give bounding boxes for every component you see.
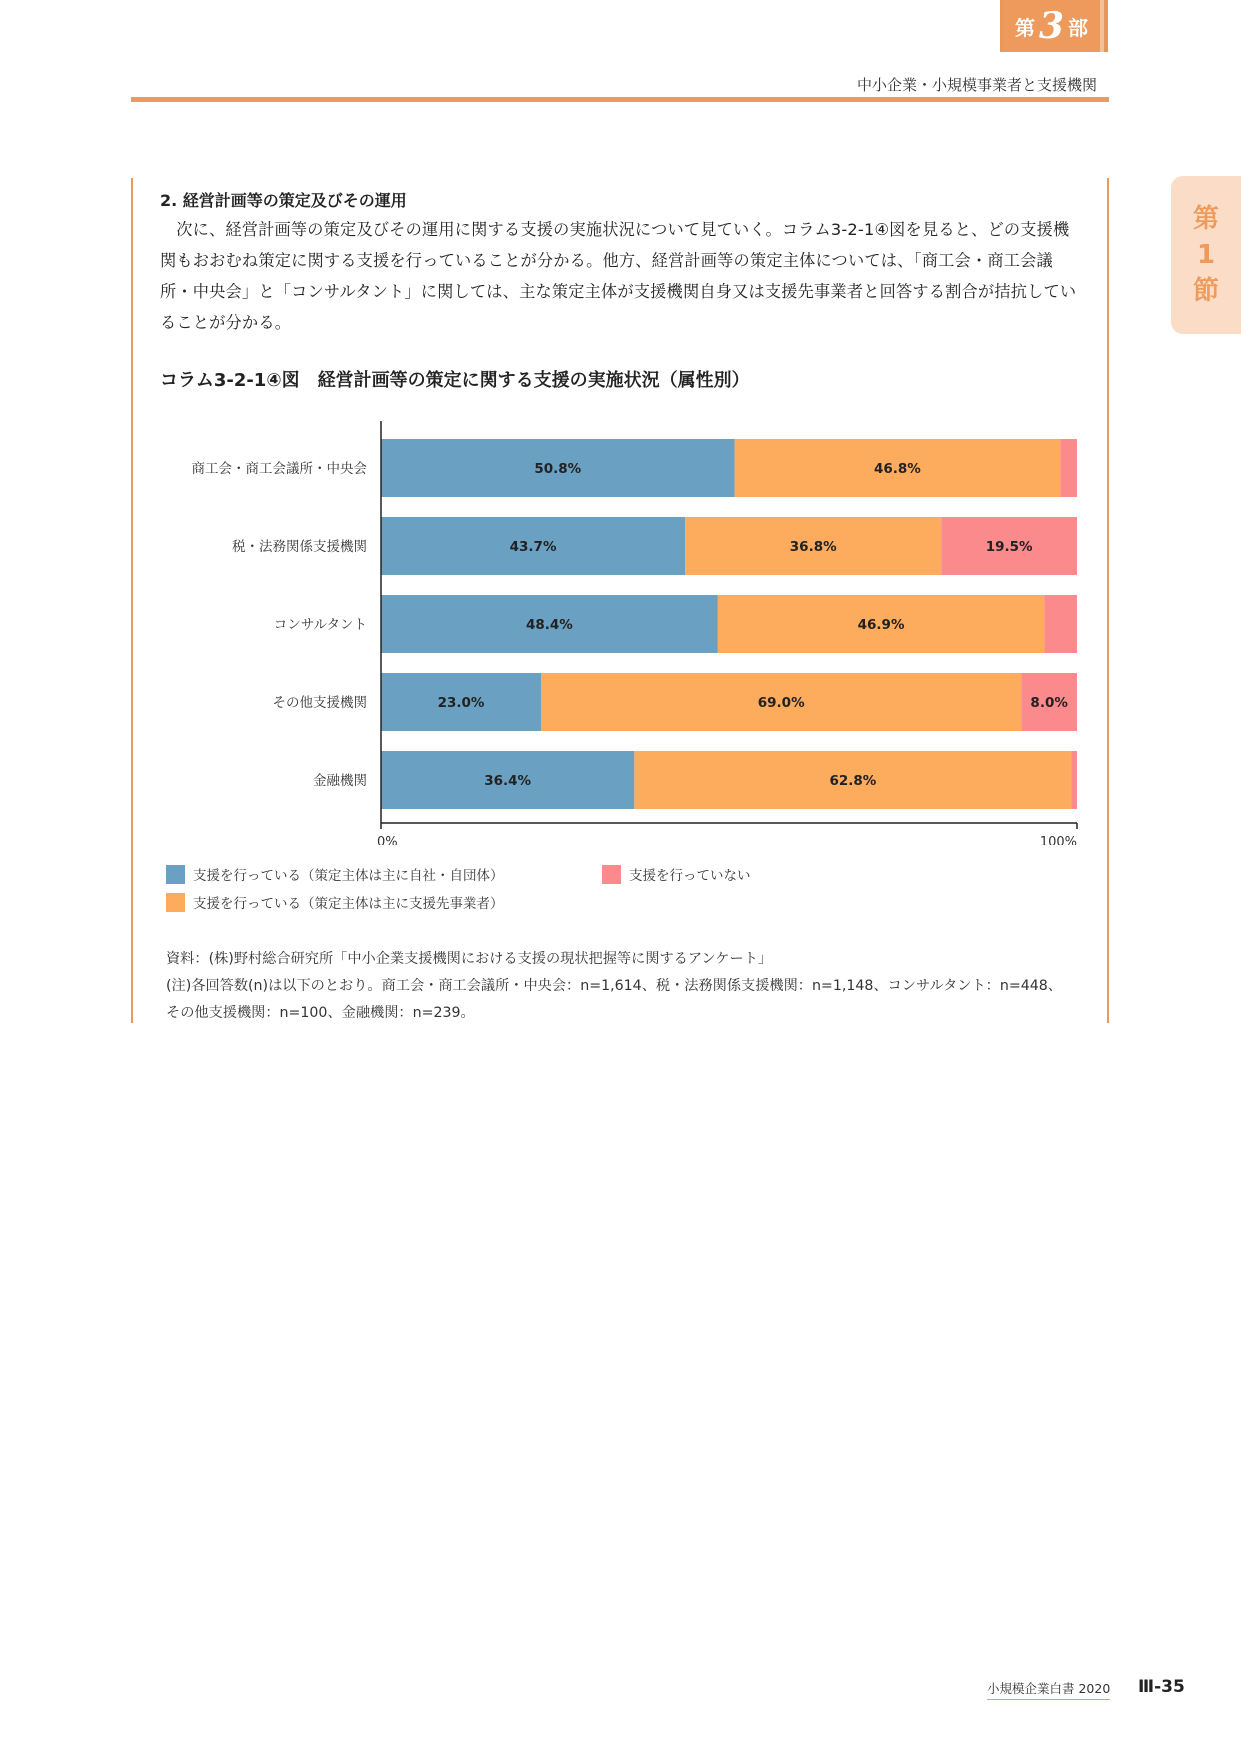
data-label: 36.4% [484, 773, 532, 789]
bar-segment-s3 [1044, 595, 1077, 653]
data-label: 19.5% [985, 539, 1033, 555]
category-label: 金融機関 [313, 773, 367, 789]
category-label: コンサルタント [273, 617, 367, 633]
category-label: その他支援機関 [272, 695, 367, 711]
data-label: 43.7% [509, 539, 557, 555]
page-number: Ⅲ-35 [1138, 1677, 1185, 1697]
category-label: 商工会・商工会議所・中央会 [191, 461, 367, 477]
footer-book-title: 小規模企業白書 2020 [987, 1679, 1110, 1700]
part-tab-prefix: 第 [1014, 15, 1035, 40]
content-frame-right-rule [1107, 178, 1109, 1023]
legend-swatch-self [166, 865, 185, 884]
section-heading: 2. 経営計画等の策定及びその運用 [160, 191, 407, 210]
figure-title: コラム3-2-1④図 経営計画等の策定に関する支援の実施状況（属性別） [160, 370, 750, 391]
data-label: 48.4% [526, 617, 573, 633]
bar-segment-s3 [1060, 439, 1077, 497]
data-label: 62.8% [829, 773, 877, 789]
sample-size-note: (注)各回答数(n)は以下のとおり。商工会・商工会議所・中央会：n=1,614、税・法務関係支援機関：n=1,148、コンサルタント：n=448、その他支援機関：n=100、金融機関：n=239。 [166, 978, 1062, 1021]
data-label: 46.8% [874, 461, 921, 477]
content-frame-left-rule [131, 178, 133, 1023]
body-paragraph: 次に、経営計画等の策定及びその運用に関する支援の実施状況について見ていく。コラム3-2-1④図を見ると、どの支援機関もおおむね策定に関する支援を行っていることが分かる。他方、経営計画等の策定主体については、「商工会・商工会議所・中央会」と「コンサルタント」に関しては、主な策定主体が支援機関自身又は支援先事業者と回答する割合が拮抗していることが分かる。 [160, 220, 1077, 332]
x-tick-label: 100% [1039, 835, 1077, 845]
legend-label-client: 支援を行っている（策定主体は主に支援先事業者） [193, 896, 504, 912]
figure-notes [166, 946, 1076, 1027]
category-label: 税・法務関係支援機関 [232, 539, 367, 555]
legend-item-self [166, 864, 504, 884]
data-label: 46.9% [857, 617, 905, 633]
part-tab-number: 3 [1038, 5, 1065, 47]
data-label: 50.8% [534, 461, 582, 477]
data-label: 23.0% [437, 695, 485, 711]
section-tab-char-1: 第 [1192, 204, 1219, 234]
header-rule [131, 97, 1109, 102]
legend-item-none [602, 864, 751, 884]
section-tab-char-2: 1 [1196, 240, 1216, 270]
stacked-bar-chart [150, 415, 1090, 845]
legend-swatch-none [602, 865, 621, 884]
data-label: 8.0% [1030, 695, 1068, 711]
bar-segment-s3 [1071, 751, 1077, 809]
running-header-title: 中小企業・小規模事業者と支援機関 [856, 76, 1097, 94]
legend-label-none: 支援を行っていない [629, 868, 751, 884]
x-tick-label: 0% [377, 835, 398, 845]
section-tab-char-3: 節 [1192, 276, 1219, 306]
data-label: 69.0% [757, 695, 805, 711]
part-tab-suffix: 部 [1068, 15, 1089, 40]
legend-swatch-client [166, 893, 185, 912]
data-label: 36.8% [789, 539, 837, 555]
legend-item-client [166, 892, 504, 912]
section-tab [1171, 176, 1241, 334]
part-tab [1003, 0, 1104, 52]
source-note: 資料：(株)野村総合研究所「中小企業支援機関における支援の現状把握等に関するアンケート」 [166, 951, 773, 967]
legend-label-self: 支援を行っている（策定主体は主に自社・自団体） [193, 868, 504, 884]
